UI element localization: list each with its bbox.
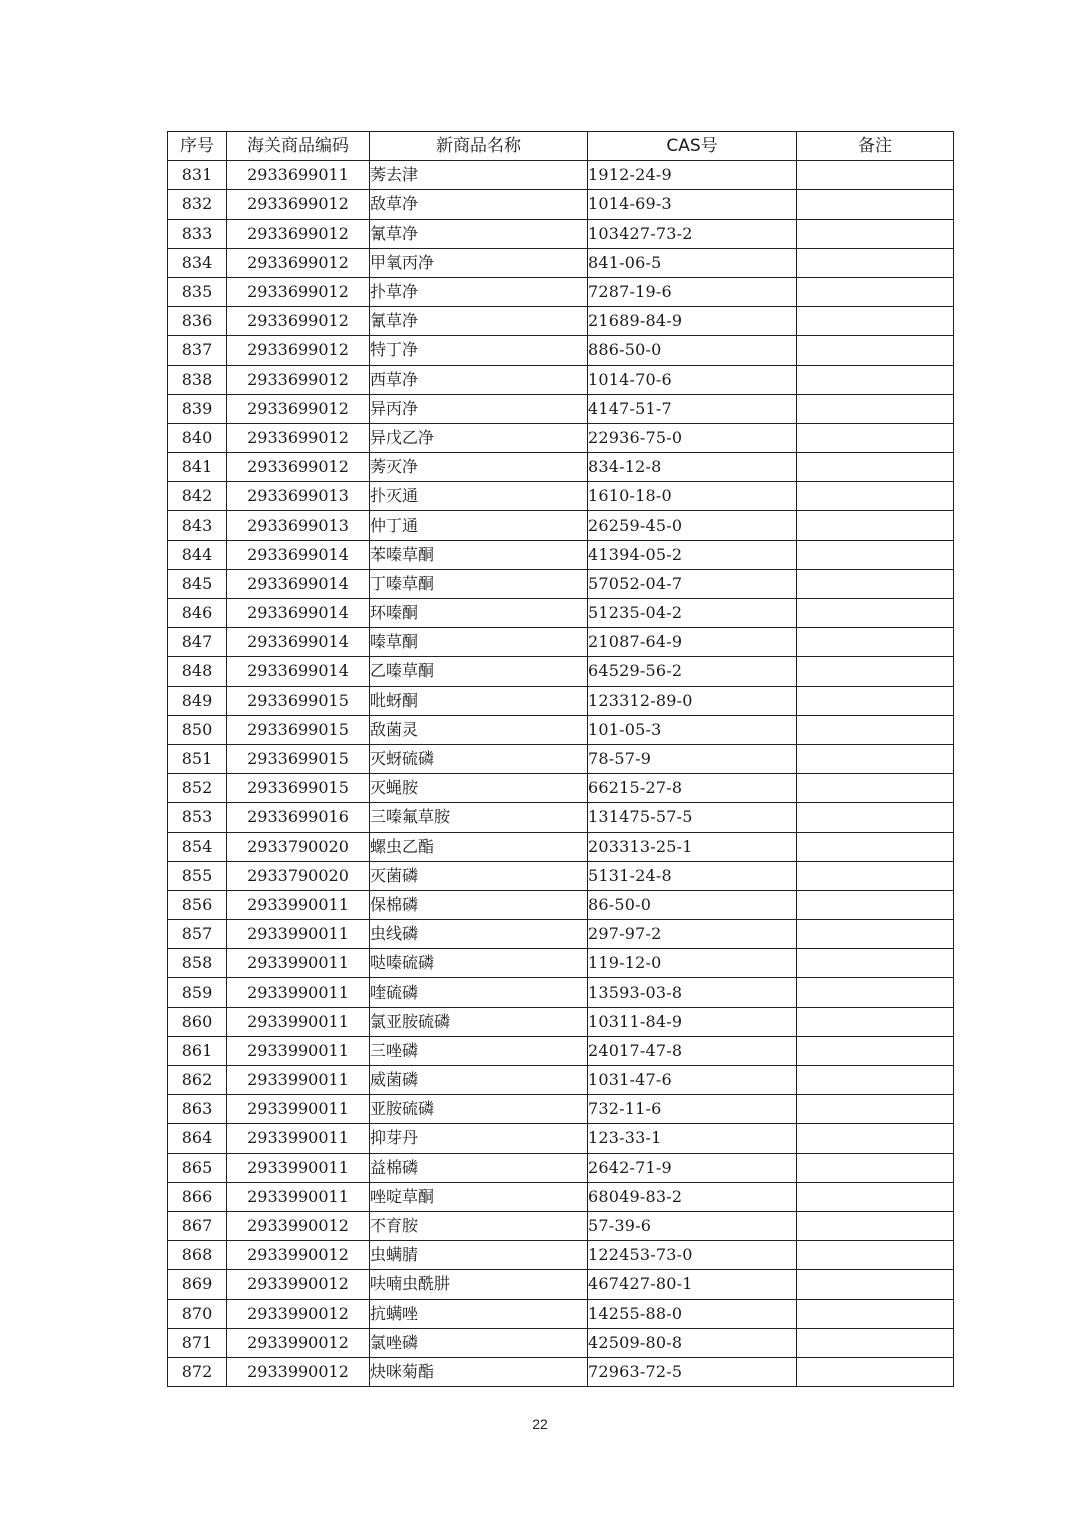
table-row xyxy=(168,1241,954,1270)
table-row xyxy=(168,832,954,861)
cell-name: 氯唑磷 xyxy=(370,1328,588,1357)
table-row xyxy=(168,1066,954,1095)
table-row xyxy=(168,744,954,773)
cell-note xyxy=(797,686,954,715)
cell-cas: 1912-24-9 xyxy=(588,161,797,190)
cell-code: 2933699015 xyxy=(227,686,370,715)
cell-note xyxy=(797,803,954,832)
table-row xyxy=(168,219,954,248)
cell-note xyxy=(797,190,954,219)
cell-seq: 862 xyxy=(168,1066,227,1095)
table-row xyxy=(168,803,954,832)
cell-name: 吡蚜酮 xyxy=(370,686,588,715)
cell-cas: 4147-51-7 xyxy=(588,394,797,423)
cell-cas: 1014-69-3 xyxy=(588,190,797,219)
cell-cas: 123312-89-0 xyxy=(588,686,797,715)
cell-seq: 838 xyxy=(168,365,227,394)
cell-code: 2933699015 xyxy=(227,744,370,773)
cell-cas: 57-39-6 xyxy=(588,1211,797,1240)
cell-name: 唑啶草酮 xyxy=(370,1182,588,1211)
header-name: 新商品名称 xyxy=(370,132,588,161)
cell-name: 苯嗪草酮 xyxy=(370,540,588,569)
cell-cas: 57052-04-7 xyxy=(588,569,797,598)
cell-seq: 859 xyxy=(168,978,227,1007)
cell-code: 2933699012 xyxy=(227,336,370,365)
cell-code: 2933990011 xyxy=(227,1007,370,1036)
cell-seq: 864 xyxy=(168,1124,227,1153)
cell-cas: 51235-04-2 xyxy=(588,599,797,628)
cell-note xyxy=(797,511,954,540)
cell-name: 丁嗪草酮 xyxy=(370,569,588,598)
cell-seq: 836 xyxy=(168,307,227,336)
cell-note xyxy=(797,248,954,277)
cell-name: 灭菌磷 xyxy=(370,861,588,890)
cell-name: 抑芽丹 xyxy=(370,1124,588,1153)
cell-note xyxy=(797,715,954,744)
cell-note xyxy=(797,599,954,628)
cell-seq: 845 xyxy=(168,569,227,598)
table-row xyxy=(168,978,954,1007)
cell-code: 2933699015 xyxy=(227,774,370,803)
cell-code: 2933699014 xyxy=(227,628,370,657)
cell-cas: 41394-05-2 xyxy=(588,540,797,569)
table-row xyxy=(168,365,954,394)
cell-cas: 66215-27-8 xyxy=(588,774,797,803)
cell-seq: 867 xyxy=(168,1211,227,1240)
cell-note xyxy=(797,1357,954,1386)
cell-name: 特丁净 xyxy=(370,336,588,365)
cell-code: 2933699016 xyxy=(227,803,370,832)
cell-seq: 871 xyxy=(168,1328,227,1357)
cell-note xyxy=(797,1066,954,1095)
cell-cas: 64529-56-2 xyxy=(588,657,797,686)
table-row xyxy=(168,277,954,306)
table-row xyxy=(168,686,954,715)
table-row xyxy=(168,715,954,744)
cell-seq: 858 xyxy=(168,949,227,978)
cell-cas: 467427-80-1 xyxy=(588,1270,797,1299)
header-cas: CAS号 xyxy=(588,132,797,161)
cell-code: 2933699012 xyxy=(227,423,370,452)
cell-code: 2933990012 xyxy=(227,1328,370,1357)
cell-code: 2933990011 xyxy=(227,1153,370,1182)
cell-code: 2933990012 xyxy=(227,1211,370,1240)
table-row xyxy=(168,511,954,540)
cell-seq: 852 xyxy=(168,774,227,803)
table-body xyxy=(168,161,954,1387)
cell-cas: 203313-25-1 xyxy=(588,832,797,861)
cell-code: 2933699013 xyxy=(227,511,370,540)
cell-code: 2933790020 xyxy=(227,861,370,890)
cell-seq: 872 xyxy=(168,1357,227,1386)
header-seq: 序号 xyxy=(168,132,227,161)
table-row xyxy=(168,774,954,803)
cell-code: 2933699012 xyxy=(227,248,370,277)
cell-name: 环嗪酮 xyxy=(370,599,588,628)
table-row xyxy=(168,657,954,686)
cell-code: 2933699014 xyxy=(227,569,370,598)
cell-note xyxy=(797,1241,954,1270)
cell-seq: 846 xyxy=(168,599,227,628)
cell-note xyxy=(797,628,954,657)
cell-seq: 865 xyxy=(168,1153,227,1182)
cell-name: 益棉磷 xyxy=(370,1153,588,1182)
cell-note xyxy=(797,540,954,569)
cell-seq: 848 xyxy=(168,657,227,686)
cell-cas: 72963-72-5 xyxy=(588,1357,797,1386)
cell-cas: 1014-70-6 xyxy=(588,365,797,394)
cell-code: 2933699012 xyxy=(227,190,370,219)
cell-name: 西草净 xyxy=(370,365,588,394)
cell-name: 嗪草酮 xyxy=(370,628,588,657)
cell-cas: 5131-24-8 xyxy=(588,861,797,890)
cell-note xyxy=(797,657,954,686)
cell-name: 抗螨唑 xyxy=(370,1299,588,1328)
cell-seq: 850 xyxy=(168,715,227,744)
cell-name: 氰草净 xyxy=(370,307,588,336)
cell-seq: 870 xyxy=(168,1299,227,1328)
cell-seq: 860 xyxy=(168,1007,227,1036)
cell-code: 2933990012 xyxy=(227,1241,370,1270)
cell-seq: 868 xyxy=(168,1241,227,1270)
cell-note xyxy=(797,1036,954,1065)
table-row xyxy=(168,482,954,511)
cell-cas: 886-50-0 xyxy=(588,336,797,365)
cell-cas: 14255-88-0 xyxy=(588,1299,797,1328)
cell-cas: 101-05-3 xyxy=(588,715,797,744)
table-row xyxy=(168,1211,954,1240)
cell-code: 2933699012 xyxy=(227,394,370,423)
cell-name: 莠去津 xyxy=(370,161,588,190)
cell-seq: 843 xyxy=(168,511,227,540)
cell-seq: 831 xyxy=(168,161,227,190)
cell-note xyxy=(797,1095,954,1124)
cell-name: 扑草净 xyxy=(370,277,588,306)
cell-name: 莠灭净 xyxy=(370,453,588,482)
cell-name: 呋喃虫酰肼 xyxy=(370,1270,588,1299)
cell-cas: 22936-75-0 xyxy=(588,423,797,452)
header-code: 海关商品编码 xyxy=(227,132,370,161)
table-row xyxy=(168,599,954,628)
cell-note xyxy=(797,920,954,949)
cell-code: 2933699012 xyxy=(227,453,370,482)
cell-code: 2933699014 xyxy=(227,657,370,686)
cell-cas: 24017-47-8 xyxy=(588,1036,797,1065)
cell-cas: 78-57-9 xyxy=(588,744,797,773)
cell-name: 喹硫磷 xyxy=(370,978,588,1007)
cell-name: 亚胺硫磷 xyxy=(370,1095,588,1124)
cell-note xyxy=(797,1124,954,1153)
cell-code: 2933699014 xyxy=(227,540,370,569)
table-row xyxy=(168,569,954,598)
cell-cas: 7287-19-6 xyxy=(588,277,797,306)
table-header xyxy=(168,132,954,161)
cell-seq: 854 xyxy=(168,832,227,861)
cell-note xyxy=(797,307,954,336)
cell-cas: 86-50-0 xyxy=(588,890,797,919)
cell-code: 2933699012 xyxy=(227,365,370,394)
cell-code: 2933990011 xyxy=(227,978,370,1007)
cell-note xyxy=(797,394,954,423)
cell-code: 2933990011 xyxy=(227,1182,370,1211)
cell-seq: 866 xyxy=(168,1182,227,1211)
table-row xyxy=(168,1007,954,1036)
cell-cas: 834-12-8 xyxy=(588,453,797,482)
cell-code: 2933699014 xyxy=(227,599,370,628)
cell-code: 2933990011 xyxy=(227,890,370,919)
table-row xyxy=(168,628,954,657)
cell-seq: 832 xyxy=(168,190,227,219)
cell-name: 螺虫乙酯 xyxy=(370,832,588,861)
table-row xyxy=(168,920,954,949)
cell-seq: 847 xyxy=(168,628,227,657)
cell-name: 仲丁通 xyxy=(370,511,588,540)
cell-note xyxy=(797,453,954,482)
table-row xyxy=(168,248,954,277)
cell-note xyxy=(797,774,954,803)
cell-note xyxy=(797,890,954,919)
cell-name: 灭蚜硫磷 xyxy=(370,744,588,773)
cell-note xyxy=(797,219,954,248)
cell-name: 虫螨腈 xyxy=(370,1241,588,1270)
cell-name: 氰草净 xyxy=(370,219,588,248)
header-row xyxy=(168,132,954,161)
table-row xyxy=(168,161,954,190)
cell-code: 2933990012 xyxy=(227,1270,370,1299)
cell-seq: 840 xyxy=(168,423,227,452)
table-row xyxy=(168,861,954,890)
cell-note xyxy=(797,1182,954,1211)
cell-name: 异戊乙净 xyxy=(370,423,588,452)
cell-note xyxy=(797,1007,954,1036)
cell-name: 乙嗪草酮 xyxy=(370,657,588,686)
cell-cas: 119-12-0 xyxy=(588,949,797,978)
cell-code: 2933990011 xyxy=(227,1066,370,1095)
cell-note xyxy=(797,336,954,365)
cell-seq: 851 xyxy=(168,744,227,773)
table-row xyxy=(168,453,954,482)
cell-seq: 837 xyxy=(168,336,227,365)
cell-seq: 869 xyxy=(168,1270,227,1299)
cell-code: 2933990012 xyxy=(227,1299,370,1328)
cell-cas: 297-97-2 xyxy=(588,920,797,949)
table-row xyxy=(168,307,954,336)
cell-cas: 68049-83-2 xyxy=(588,1182,797,1211)
table-row xyxy=(168,1357,954,1386)
cell-note xyxy=(797,482,954,511)
cell-cas: 732-11-6 xyxy=(588,1095,797,1124)
cell-note xyxy=(797,569,954,598)
table-row xyxy=(168,949,954,978)
cell-name: 扑灭通 xyxy=(370,482,588,511)
cell-name: 甲氧丙净 xyxy=(370,248,588,277)
cell-cas: 122453-73-0 xyxy=(588,1241,797,1270)
cell-name: 哒嗪硫磷 xyxy=(370,949,588,978)
cell-cas: 103427-73-2 xyxy=(588,219,797,248)
cell-note xyxy=(797,1270,954,1299)
cell-code: 2933990012 xyxy=(227,1357,370,1386)
cell-note xyxy=(797,861,954,890)
cell-cas: 26259-45-0 xyxy=(588,511,797,540)
table-row xyxy=(168,1328,954,1357)
cell-code: 2933990011 xyxy=(227,1124,370,1153)
cell-code: 2933990011 xyxy=(227,949,370,978)
cell-seq: 834 xyxy=(168,248,227,277)
cell-name: 三嗪氟草胺 xyxy=(370,803,588,832)
cell-cas: 1610-18-0 xyxy=(588,482,797,511)
table-row xyxy=(168,336,954,365)
cell-cas: 13593-03-8 xyxy=(588,978,797,1007)
cell-seq: 861 xyxy=(168,1036,227,1065)
cell-seq: 839 xyxy=(168,394,227,423)
table-row xyxy=(168,540,954,569)
cell-cas: 841-06-5 xyxy=(588,248,797,277)
cell-seq: 835 xyxy=(168,277,227,306)
cell-name: 异丙净 xyxy=(370,394,588,423)
table-row xyxy=(168,1036,954,1065)
cell-code: 2933699012 xyxy=(227,307,370,336)
cell-note xyxy=(797,1328,954,1357)
cell-seq: 863 xyxy=(168,1095,227,1124)
cell-name: 敌菌灵 xyxy=(370,715,588,744)
cell-name: 保棉磷 xyxy=(370,890,588,919)
cell-note xyxy=(797,978,954,1007)
cell-cas: 10311-84-9 xyxy=(588,1007,797,1036)
cell-note xyxy=(797,744,954,773)
cell-name: 威菌磷 xyxy=(370,1066,588,1095)
cell-seq: 844 xyxy=(168,540,227,569)
cell-code: 2933699012 xyxy=(227,277,370,306)
cell-note xyxy=(797,949,954,978)
cell-code: 2933699012 xyxy=(227,219,370,248)
table-row xyxy=(168,190,954,219)
cell-cas: 21087-64-9 xyxy=(588,628,797,657)
table-row xyxy=(168,890,954,919)
table-row xyxy=(168,1299,954,1328)
table-row xyxy=(168,1182,954,1211)
cell-note xyxy=(797,1299,954,1328)
cell-name: 三唑磷 xyxy=(370,1036,588,1065)
cell-note xyxy=(797,832,954,861)
cell-note xyxy=(797,277,954,306)
header-note: 备注 xyxy=(797,132,954,161)
page-number: 22 xyxy=(532,1416,548,1432)
table-row xyxy=(168,423,954,452)
cell-code: 2933699015 xyxy=(227,715,370,744)
cell-cas: 2642-71-9 xyxy=(588,1153,797,1182)
cell-cas: 1031-47-6 xyxy=(588,1066,797,1095)
cell-seq: 849 xyxy=(168,686,227,715)
cell-code: 2933990011 xyxy=(227,1095,370,1124)
cell-seq: 842 xyxy=(168,482,227,511)
cell-code: 2933790020 xyxy=(227,832,370,861)
cell-seq: 856 xyxy=(168,890,227,919)
cell-cas: 42509-80-8 xyxy=(588,1328,797,1357)
cell-code: 2933699013 xyxy=(227,482,370,511)
commodity-table xyxy=(167,131,954,1387)
cell-note xyxy=(797,365,954,394)
cell-seq: 853 xyxy=(168,803,227,832)
cell-note xyxy=(797,1153,954,1182)
cell-seq: 833 xyxy=(168,219,227,248)
table-row xyxy=(168,1270,954,1299)
cell-seq: 841 xyxy=(168,453,227,482)
cell-name: 炔咪菊酯 xyxy=(370,1357,588,1386)
cell-name: 灭蝇胺 xyxy=(370,774,588,803)
cell-name: 氯亚胺硫磷 xyxy=(370,1007,588,1036)
cell-name: 不育胺 xyxy=(370,1211,588,1240)
cell-code: 2933990011 xyxy=(227,1036,370,1065)
table-row xyxy=(168,394,954,423)
table-row xyxy=(168,1124,954,1153)
cell-code: 2933990011 xyxy=(227,920,370,949)
cell-cas: 21689-84-9 xyxy=(588,307,797,336)
cell-name: 敌草净 xyxy=(370,190,588,219)
cell-cas: 123-33-1 xyxy=(588,1124,797,1153)
cell-note xyxy=(797,423,954,452)
table-row xyxy=(168,1095,954,1124)
cell-cas: 131475-57-5 xyxy=(588,803,797,832)
cell-name: 虫线磷 xyxy=(370,920,588,949)
cell-note xyxy=(797,161,954,190)
table-row xyxy=(168,1153,954,1182)
cell-seq: 855 xyxy=(168,861,227,890)
cell-note xyxy=(797,1211,954,1240)
cell-code: 2933699011 xyxy=(227,161,370,190)
cell-seq: 857 xyxy=(168,920,227,949)
